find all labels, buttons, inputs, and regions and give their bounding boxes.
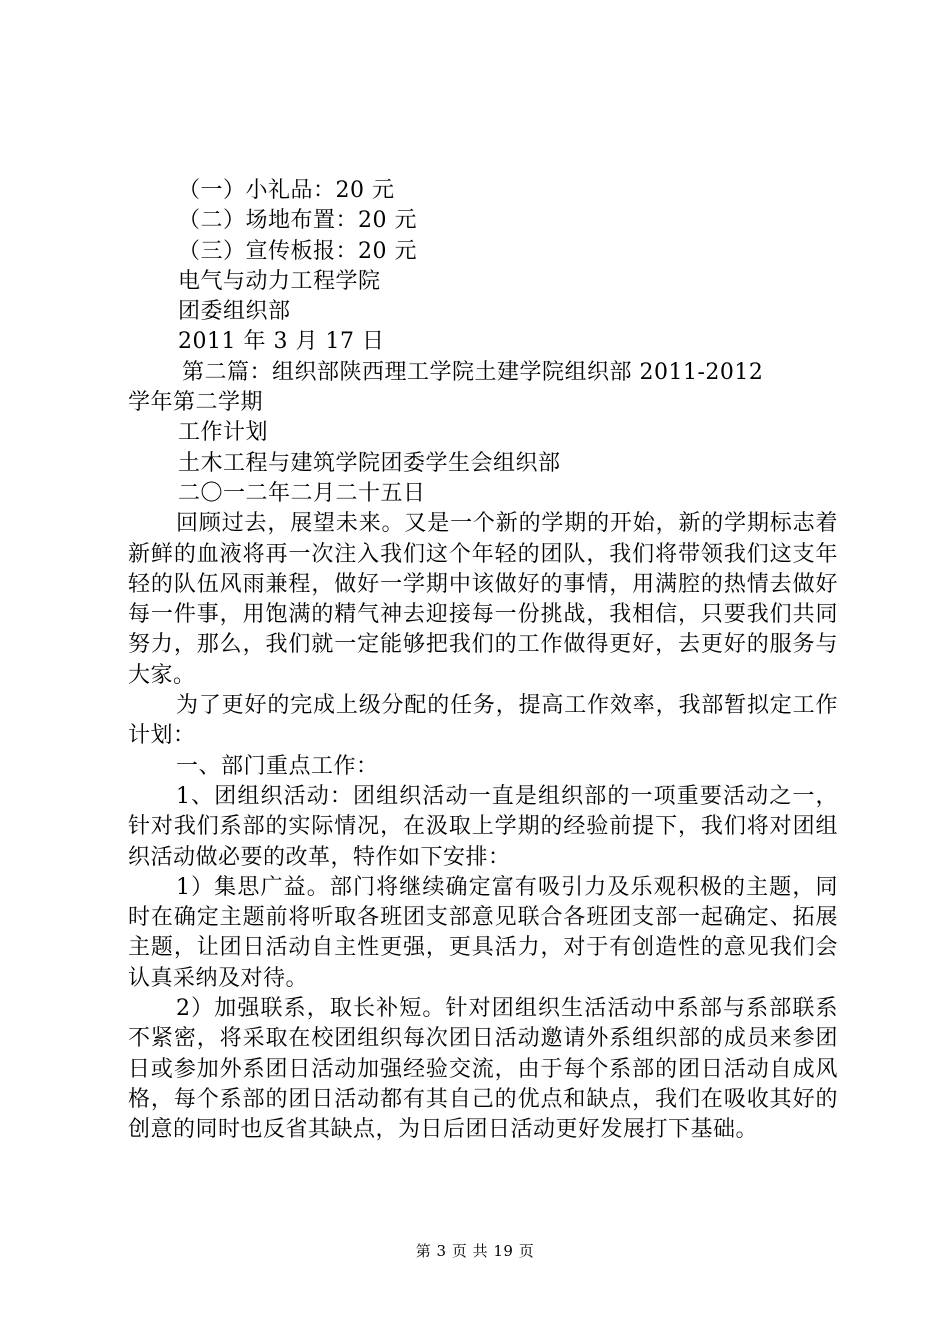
signature-department: 团委组织部 bbox=[178, 299, 291, 325]
budget-item-board: （三）宣传板报：20 元 bbox=[178, 238, 417, 264]
heading-key-work: 一、部门重点工作： bbox=[176, 753, 379, 779]
document-body bbox=[128, 176, 838, 1146]
paragraph-intro: 回顾过去，展望未来。又是一个新的学期的开始，新的学期标志着新鲜的血液将再一次注入我们这个年轻的团队，我们将带领我们这支年轻的队伍风雨兼程，做好一学期中该做好的事情，用满腔的热情去做好每一件事，用饱满的精气神去迎接每一份挑战，我相信，只要我们共同努力，那么，我们就一定能够把我们的工作做得更好，去更好的服务与大家。 bbox=[128, 511, 838, 688]
paragraph-purpose: 为了更好的完成上级分配的任务，提高工作效率，我部暂拟定工作计划： bbox=[128, 693, 838, 749]
signature-school: 电气与动力工程学院 bbox=[178, 268, 381, 294]
paragraph-league-activities: 1、团组织活动：团组织活动一直是组织部的一项重要活动之一，针对我们系部的实际情况，在汲取上学期的经验前提下，我们将对团组织活动做必要的改革，特作如下安排： bbox=[128, 783, 838, 870]
section-title: 第二篇：组织部陕西理工学院土建学院组织部 2011-2012 bbox=[182, 359, 764, 385]
page-number-footer: 第 3 页 共 19 页 bbox=[415, 1242, 535, 1260]
paragraph-brainstorm: 1）集思广益。部门将继续确定富有吸引力及乐观积极的主题，同时在确定主题前将听取各班团支部意见联合各班团支部一起确定、拓展主题，让团日活动自主性更强，更具活力，对于有创造性的意见我们会认真采纳及对待。 bbox=[128, 874, 838, 991]
budget-item-venue: （二）场地布置：20 元 bbox=[178, 208, 417, 234]
signature-date: 2011 年 3 月 17 日 bbox=[178, 329, 385, 355]
section-title-continued: 学年第二学期 bbox=[128, 390, 264, 416]
plan-organization: 土木工程与建筑学院团委学生会组织部 bbox=[178, 450, 561, 476]
plan-date: 二〇一二年二月二十五日 bbox=[178, 480, 426, 506]
plan-title: 工作计划 bbox=[178, 420, 269, 446]
budget-item-gifts: （一）小礼品：20 元 bbox=[178, 178, 395, 203]
paragraph-liaison: 2）加强联系，取长补短。针对团组织生活活动中系部与系部联系不紧密，将采取在校团组织每次团日活动邀请外系组织部的成员来参团日或参加外系团日活动加强经验交流，由于每个系部的团日活动自成风格，每个系部的团日活动都有其自己的优点和缺点，我们在吸收其好的创意的同时也反省其缺点，为日后团日活动更好发展打下基础。 bbox=[128, 996, 838, 1143]
